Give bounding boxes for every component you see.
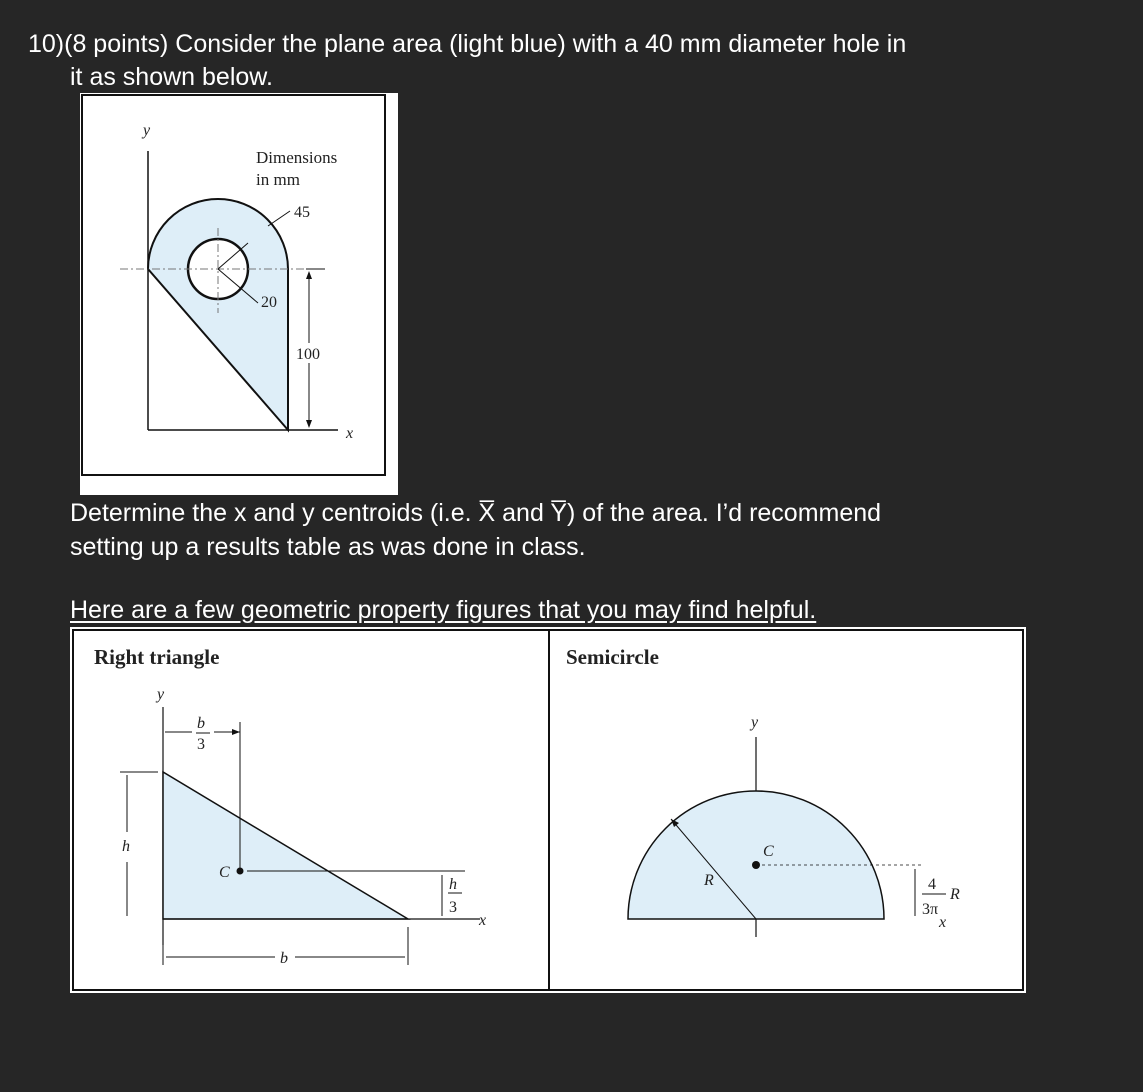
task-line-2: setting up a results table as was done in class.: [70, 533, 586, 561]
dim-20-label: 20: [261, 294, 277, 311]
task-line-1: Determine the x and y centroids (i.e. X̅ and Y̅) of the area. I’d recommend: [70, 499, 882, 527]
triangle-y-label: y: [157, 686, 165, 703]
b3-den: 3: [197, 736, 205, 753]
semicircle-shape: [628, 791, 884, 919]
triangle-h-label: h: [122, 838, 130, 855]
question-line-2: it as shown below.: [70, 63, 273, 91]
main-x-label: x: [346, 425, 354, 442]
frac-den: 3π: [922, 901, 939, 918]
main-y-label: y: [143, 122, 151, 139]
triangle-centroid-dot: [237, 868, 244, 875]
main-figure: [80, 93, 398, 495]
h3-den: 3: [449, 899, 457, 916]
reference-figures: [70, 627, 1026, 993]
semicircle-y-label: y: [751, 714, 759, 731]
triangle-x-label: x: [479, 912, 487, 929]
triangle-centroid-label: C: [219, 864, 230, 881]
semicircle-centroid-dot: [752, 861, 760, 869]
question-line-1: 10)(8 points) Consider the plane area (light blue) with a 40 mm diameter hole in: [28, 30, 907, 58]
semicircle-title: Semicircle: [566, 645, 659, 669]
semicircle-centroid-label: C: [763, 843, 774, 860]
frac-num: 4: [928, 876, 936, 893]
triangle-shape: [163, 772, 408, 919]
b3-num: b: [197, 715, 205, 732]
dimensions-note-2: in mm: [256, 170, 300, 189]
dimensions-note-1: Dimensions: [256, 148, 338, 167]
right-triangle-title: Right triangle: [94, 645, 220, 669]
dim-45-label: 45: [294, 204, 310, 221]
triangle-b-label: b: [280, 950, 288, 967]
h3-num: h: [449, 876, 457, 893]
semicircle-panel: [566, 645, 960, 937]
semicircle-x-label: x: [939, 914, 947, 931]
right-triangle-panel: [94, 645, 486, 967]
semicircle-r-label: R: [704, 872, 714, 889]
dim-100-label: 100: [296, 346, 320, 363]
helper-line: Here are a few geometric property figures that you may find helpful.: [70, 596, 817, 624]
frac-suffix: R: [950, 886, 960, 903]
